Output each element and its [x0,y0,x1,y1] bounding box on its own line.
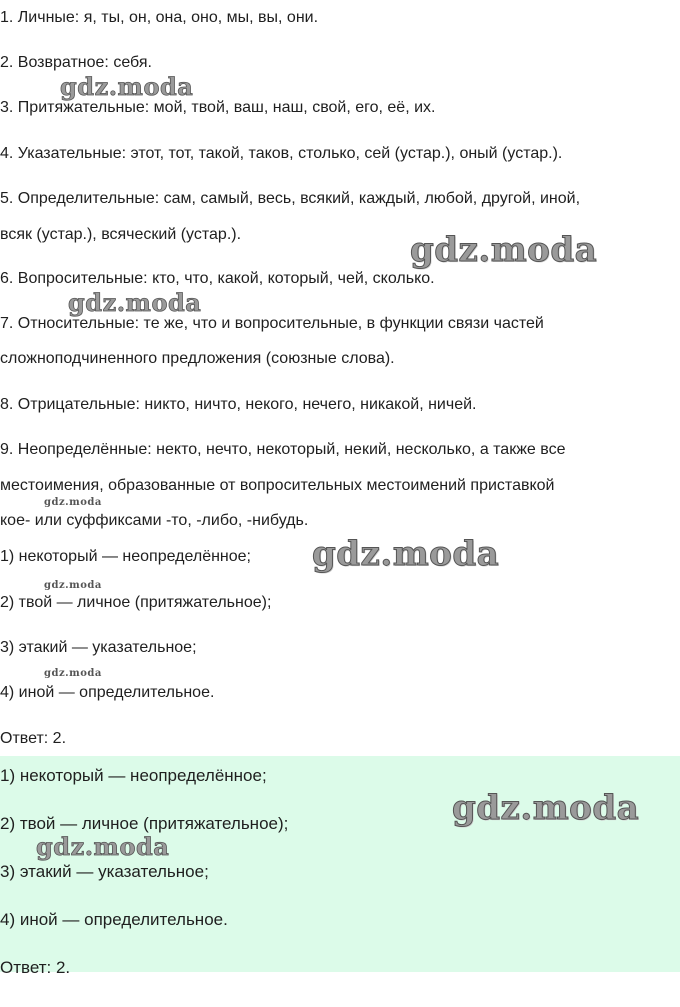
watermark: gdz.moda [44,580,102,591]
watermark: gdz.moda [312,534,500,574]
text-line: 4) иной — определительное. [0,684,215,701]
answer-line: Ответ: 2. [0,958,71,977]
text-line: 8. Отрицательные: никто, ничто, некого, нечего, никакой, ничей. [0,396,477,413]
watermark: gdz.moda [36,832,170,861]
text-line: 2) твой — личное (притяжательное); [0,594,272,611]
text-line: 3. Притяжательные: мой, твой, ваш, наш, свой, его, её, их. [0,99,436,116]
watermark: gdz.moda [60,72,194,101]
text-line: 9. Неопределённые: некто, нечто, некоторый, некий, несколько, а также все [0,441,566,458]
text-line: 4. Указательные: этот, тот, такой, таков, столько, сей (устар.), оный (устар.). [0,145,563,162]
text-line: 5. Определительные: сам, самый, весь, всякий, каждый, любой, другой, иной, [0,190,581,207]
text-line: кое- или суффиксами -то, -либо, -нибудь. [0,512,309,529]
answer-line: 3) этакий — указательное; [0,862,209,881]
text-line: 3) этакий — указательное; [0,639,197,656]
text-line: 7. Относительные: те же, что и вопросительные, в функции связи частей [0,315,544,332]
text-line: 1) некоторый — неопределённое; [0,548,251,565]
watermark: gdz.moda [452,788,640,828]
text-line: 1. Личные: я, ты, он, она, оно, мы, вы, они. [0,9,319,26]
text-line: 6. Вопросительные: кто, что, какой, который, чей, сколько. [0,270,435,287]
text-line: 2. Возвратное: себя. [0,54,152,71]
watermark: gdz.moda [410,230,598,270]
watermark: gdz.moda [44,668,102,679]
watermark: gdz.moda [68,288,202,317]
text-line: сложноподчиненного предложения (союзные слова). [0,350,395,367]
answer-line: 1) некоторый — неопределённое; [0,766,267,785]
text-line: местоимения, образованные от вопросительных местоимений приставкой [0,477,555,494]
watermark: gdz.moda [44,497,102,508]
answer-line: 2) твой — личное (притяжательное); [0,814,289,833]
text-line: всяк (устар.), всяческий (устар.). [0,226,242,243]
answer-line: 4) иной — определительное. [0,910,228,929]
text-line: Ответ: 2. [0,730,67,747]
